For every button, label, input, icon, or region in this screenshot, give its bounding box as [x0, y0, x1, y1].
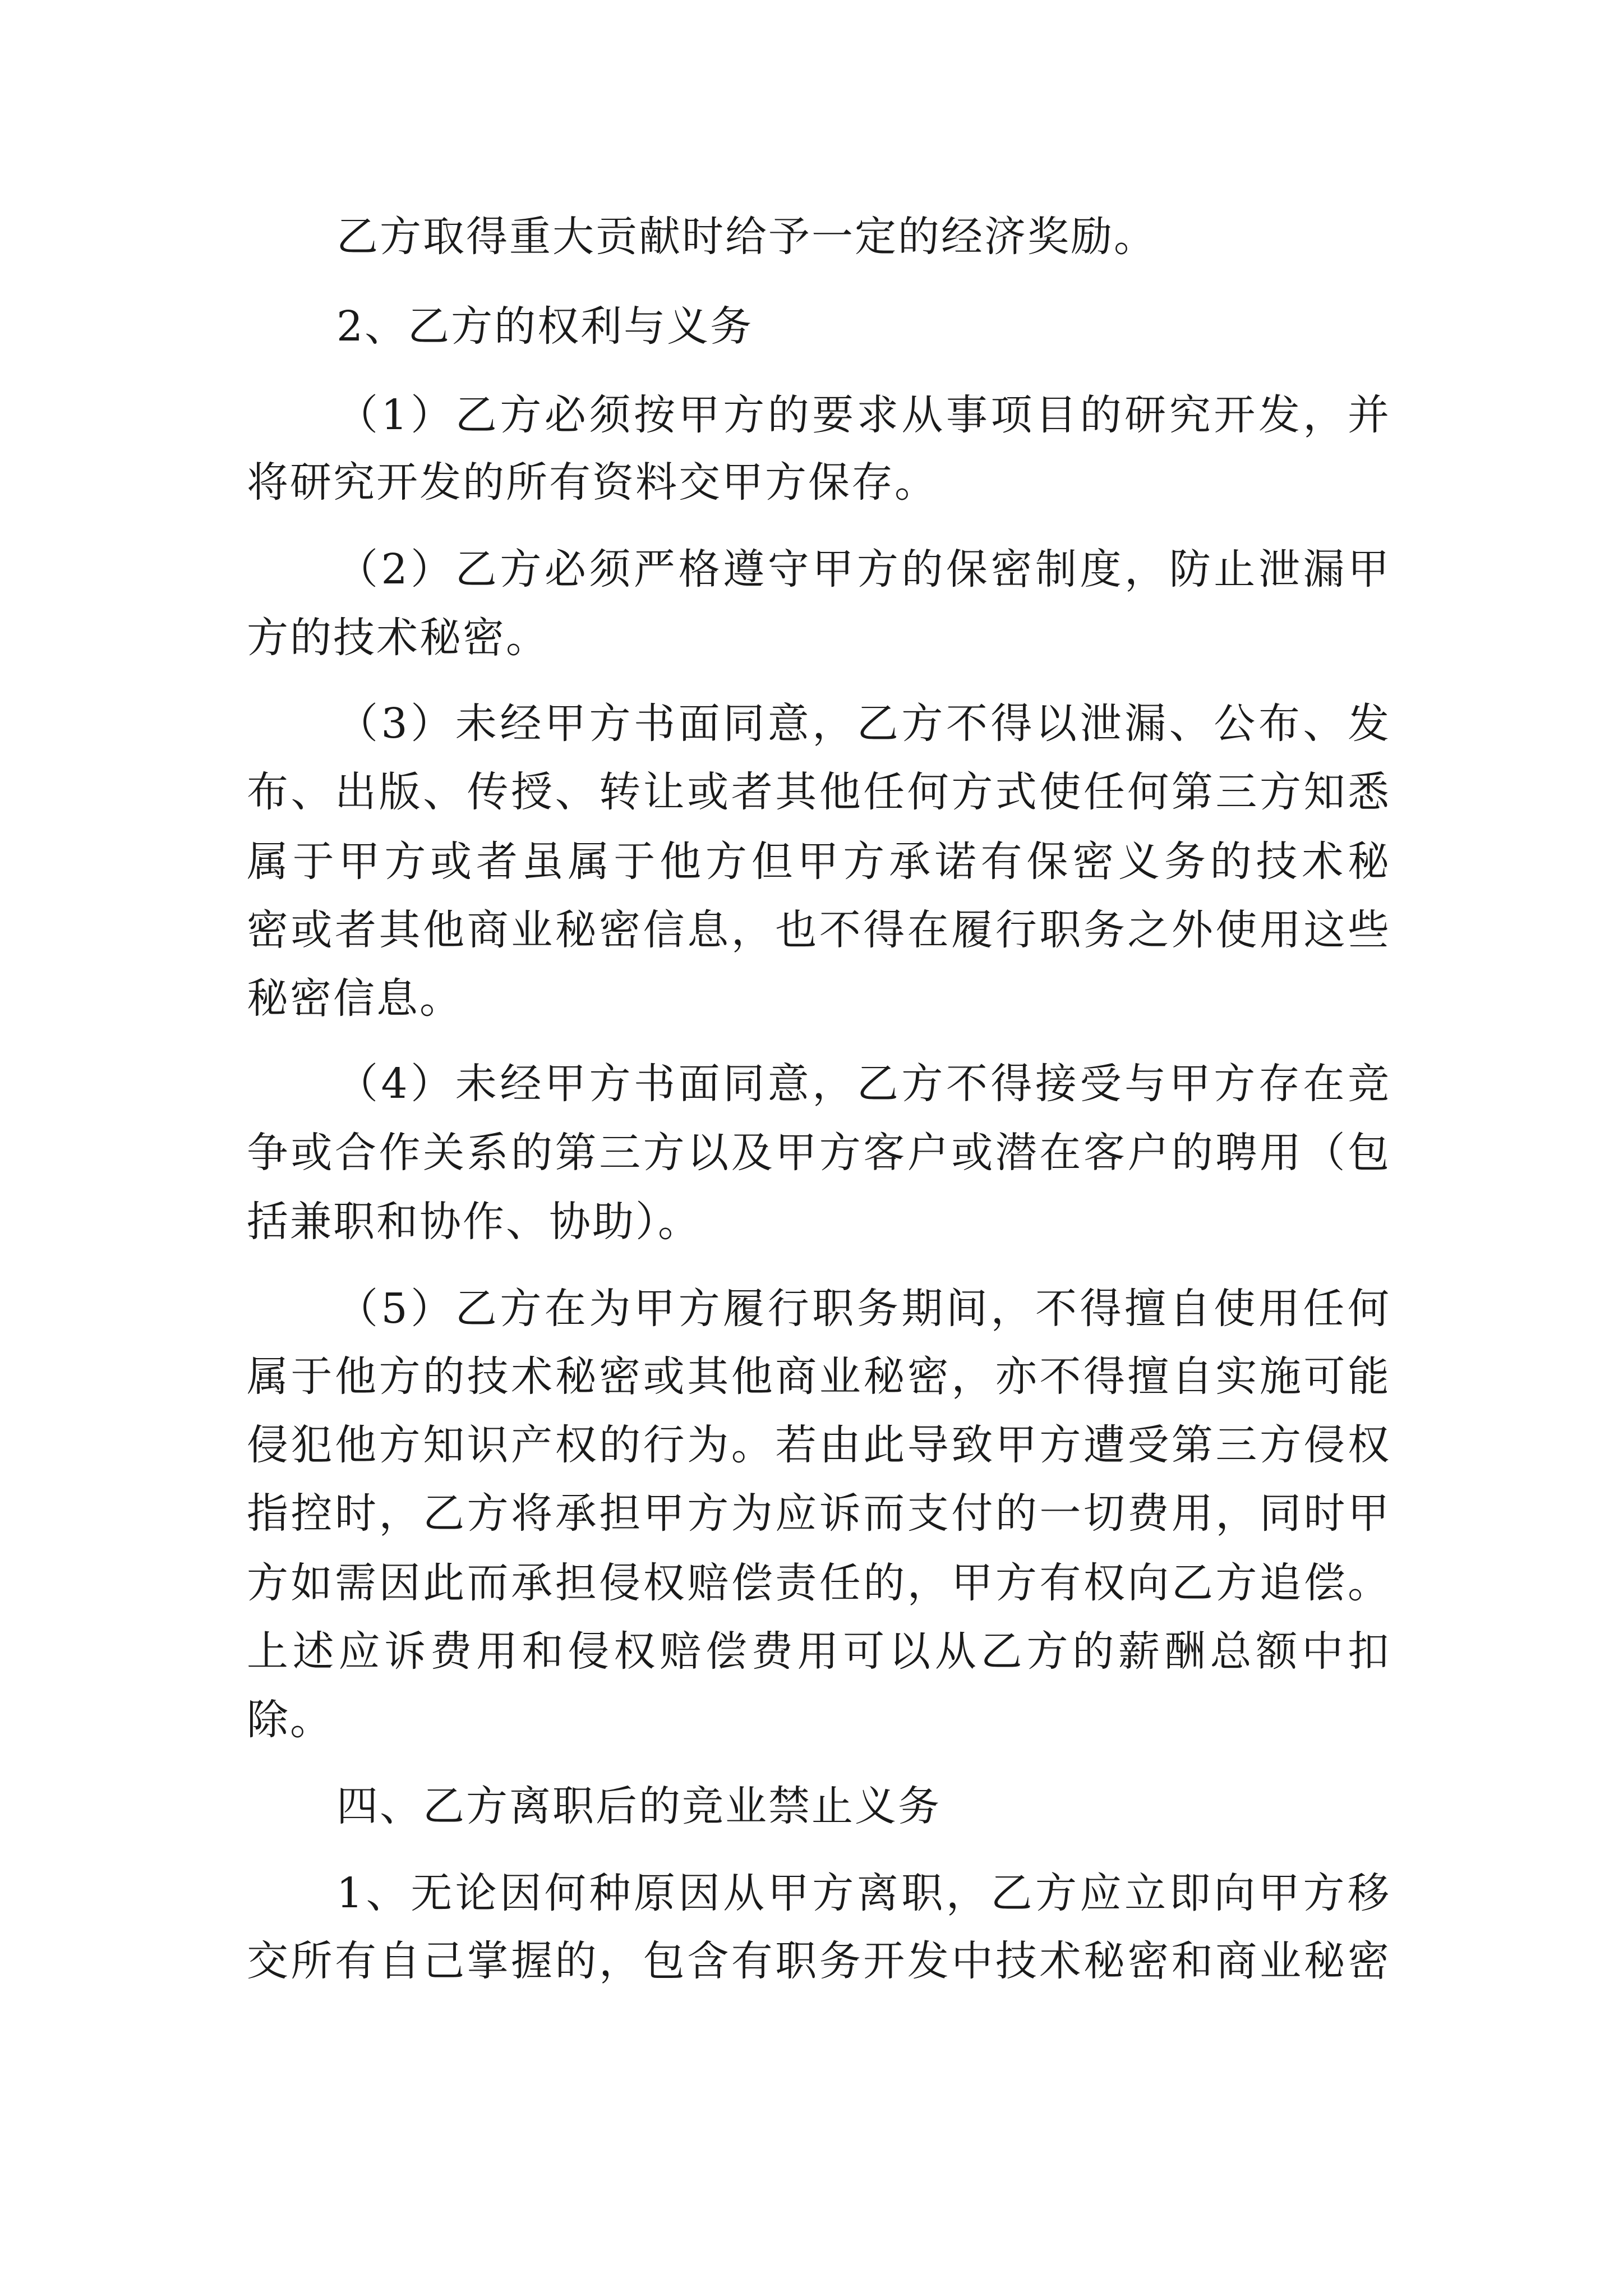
text-line: 属于他方的技术秘密或其他商业秘密，亦不得擅自实施可能 — [247, 1352, 1391, 1401]
text-line: 上述应诉费用和侵权赔偿费用可以从乙方的薪酬总额中扣 — [247, 1627, 1391, 1676]
text-line: 方的技术秘密。 — [247, 614, 549, 662]
text-line: 1、无论因何种原因从甲方离职，乙方应立即向甲方移 — [336, 1869, 1391, 1917]
text-line: 2、乙方的权利与义务 — [336, 302, 754, 351]
text-line: 争或合作关系的第三方以及甲方客户或潜在客户的聘用（包 — [247, 1129, 1391, 1177]
text-line: 将研究开发的所有资料交甲方保存。 — [247, 458, 938, 507]
section-heading: 四、乙方离职后的竞业禁止义务 — [336, 1782, 941, 1830]
text-line: 乙方取得重大贡献时给予一定的经济奖励。 — [336, 213, 1157, 261]
text-line: 侵犯他方知识产权的行为。若由此导致甲方遭受第三方侵权 — [247, 1421, 1391, 1469]
text-line: 布、出版、传授、转让或者其他任何方式使任何第三方知悉 — [247, 768, 1391, 816]
text-line: （2）乙方必须严格遵守甲方的保密制度，防止泄漏甲 — [336, 545, 1391, 593]
text-line: 方如需因此而承担侵权赔偿责任的，甲方有权向乙方追偿。 — [247, 1559, 1391, 1607]
text-line: 交所有自己掌握的，包含有职务开发中技术秘密和商业秘密 — [247, 1937, 1391, 1985]
text-line: 括兼职和协作、协助）。 — [247, 1198, 701, 1246]
text-line: 除。 — [247, 1696, 333, 1744]
text-line: （1）乙方必须按甲方的要求从事项目的研究开发，并 — [336, 391, 1391, 439]
text-line: （4）未经甲方书面同意，乙方不得接受与甲方存在竞 — [336, 1060, 1391, 1108]
text-line: （5）乙方在为甲方履行职务期间，不得擅自使用任何 — [336, 1285, 1391, 1333]
text-line: 指控时，乙方将承担甲方为应诉而支付的一切费用，同时甲 — [247, 1489, 1391, 1538]
text-line: 属于甲方或者虽属于他方但甲方承诺有保密义务的技术秘 — [247, 838, 1391, 886]
text-line: （3）未经甲方书面同意，乙方不得以泄漏、公布、发 — [336, 700, 1391, 748]
text-line: 秘密信息。 — [247, 974, 463, 1023]
text-line: 密或者其他商业秘密信息，也不得在履行职务之外使用这些 — [247, 906, 1391, 954]
